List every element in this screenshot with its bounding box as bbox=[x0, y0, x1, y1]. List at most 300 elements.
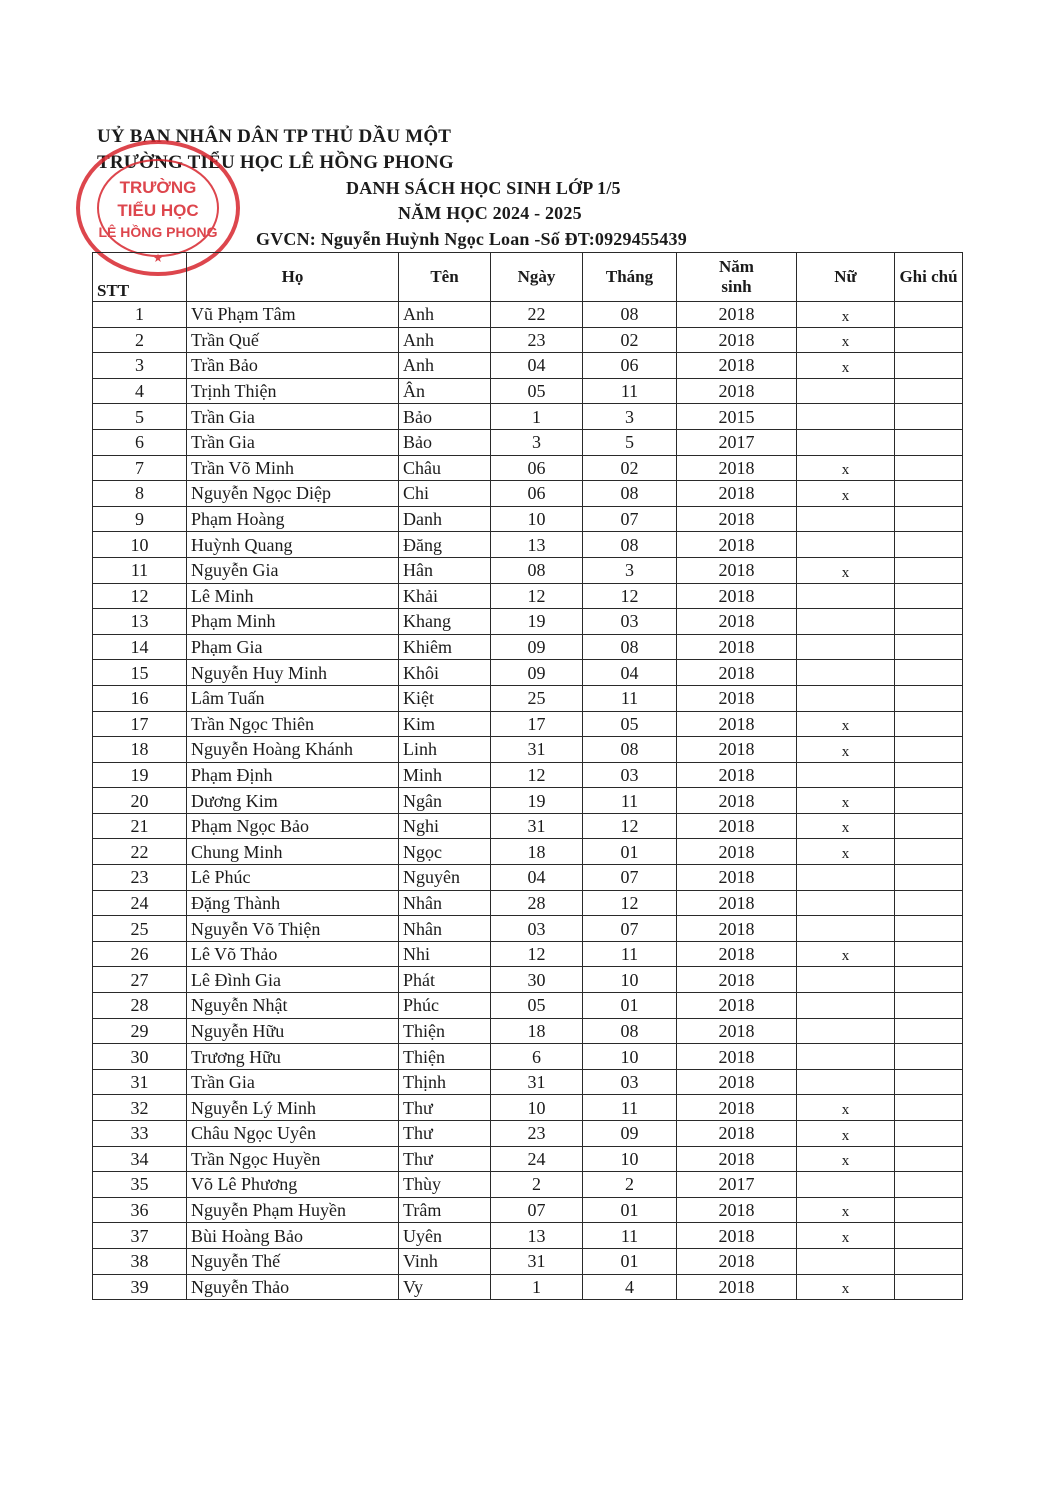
cell-stt: 20 bbox=[93, 788, 187, 814]
cell-stt: 15 bbox=[93, 660, 187, 686]
cell-female bbox=[797, 1172, 895, 1198]
cell-ten: Phúc bbox=[399, 993, 491, 1019]
cell-ho: Trần Ngọc Thiên bbox=[187, 711, 399, 737]
cell-ten: Châu bbox=[399, 455, 491, 481]
cell-ten: Thịnh bbox=[399, 1069, 491, 1095]
cell-month: 08 bbox=[583, 302, 677, 328]
cell-day: 06 bbox=[491, 481, 583, 507]
table-row bbox=[93, 1197, 963, 1223]
cell-month: 02 bbox=[583, 327, 677, 353]
cell-female: x bbox=[797, 353, 895, 379]
cell-note bbox=[895, 737, 963, 763]
cell-note bbox=[895, 455, 963, 481]
cell-month: 4 bbox=[583, 1274, 677, 1300]
cell-female: x bbox=[797, 1146, 895, 1172]
cell-stt: 8 bbox=[93, 481, 187, 507]
table-row bbox=[93, 557, 963, 583]
cell-day: 05 bbox=[491, 993, 583, 1019]
table-row bbox=[93, 1172, 963, 1198]
cell-female: x bbox=[797, 481, 895, 507]
cell-ten: Bảo bbox=[399, 429, 491, 455]
cell-female bbox=[797, 865, 895, 891]
cell-month: 01 bbox=[583, 839, 677, 865]
cell-month: 11 bbox=[583, 941, 677, 967]
cell-month: 08 bbox=[583, 634, 677, 660]
cell-female bbox=[797, 1044, 895, 1070]
cell-note bbox=[895, 1044, 963, 1070]
cell-female: x bbox=[797, 1095, 895, 1121]
cell-ho: Nguyễn Nhật bbox=[187, 993, 399, 1019]
authority-name: UỶ BAN NHÂN DÂN TP THỦ DẦU MỘT bbox=[97, 126, 452, 147]
cell-ten: Thư bbox=[399, 1121, 491, 1147]
cell-month: 3 bbox=[583, 404, 677, 430]
cell-month: 08 bbox=[583, 481, 677, 507]
cell-month: 08 bbox=[583, 1018, 677, 1044]
cell-note bbox=[895, 1069, 963, 1095]
cell-month: 06 bbox=[583, 353, 677, 379]
cell-note bbox=[895, 429, 963, 455]
seal-line-2: TIỂU HỌC bbox=[117, 201, 199, 220]
table-row bbox=[93, 1248, 963, 1274]
svg-text:★: ★ bbox=[152, 251, 164, 265]
cell-ten: Nghi bbox=[399, 813, 491, 839]
table-row bbox=[93, 1069, 963, 1095]
cell-day: 03 bbox=[491, 916, 583, 942]
cell-day: 12 bbox=[491, 762, 583, 788]
cell-day: 12 bbox=[491, 941, 583, 967]
cell-day: 12 bbox=[491, 583, 583, 609]
cell-month: 10 bbox=[583, 967, 677, 993]
cell-ho: Lâm Tuấn bbox=[187, 685, 399, 711]
cell-stt: 14 bbox=[93, 634, 187, 660]
cell-birth-year: 2018 bbox=[677, 1121, 797, 1147]
cell-stt: 30 bbox=[93, 1044, 187, 1070]
cell-female bbox=[797, 993, 895, 1019]
cell-day: 31 bbox=[491, 1069, 583, 1095]
cell-ho: Bùi Hoàng Bảo bbox=[187, 1223, 399, 1249]
student-roster-table bbox=[92, 252, 963, 1300]
cell-stt: 34 bbox=[93, 1146, 187, 1172]
cell-note bbox=[895, 1248, 963, 1274]
cell-stt: 2 bbox=[93, 327, 187, 353]
cell-ho: Nguyễn Hoàng Khánh bbox=[187, 737, 399, 763]
cell-ten: Minh bbox=[399, 762, 491, 788]
cell-day: 18 bbox=[491, 839, 583, 865]
header-month: Tháng bbox=[583, 253, 677, 302]
cell-stt: 16 bbox=[93, 685, 187, 711]
cell-ho: Nguyễn Hữu bbox=[187, 1018, 399, 1044]
cell-ho: Chung Minh bbox=[187, 839, 399, 865]
cell-ten: Hân bbox=[399, 557, 491, 583]
cell-ten: Nhi bbox=[399, 941, 491, 967]
cell-stt: 24 bbox=[93, 890, 187, 916]
cell-female: x bbox=[797, 1121, 895, 1147]
table-row bbox=[93, 429, 963, 455]
cell-birth-year: 2018 bbox=[677, 711, 797, 737]
seal-line-1: TRƯỜNG bbox=[119, 178, 197, 197]
cell-month: 11 bbox=[583, 1223, 677, 1249]
school-year: NĂM HỌC 2024 - 2025 bbox=[398, 203, 582, 223]
cell-stt: 11 bbox=[93, 557, 187, 583]
cell-birth-year: 2018 bbox=[677, 353, 797, 379]
cell-birth-year: 2018 bbox=[677, 839, 797, 865]
table-row bbox=[93, 327, 963, 353]
table-row bbox=[93, 890, 963, 916]
cell-birth-year: 2018 bbox=[677, 1197, 797, 1223]
cell-ho: Nguyễn Huy Minh bbox=[187, 660, 399, 686]
cell-month: 07 bbox=[583, 916, 677, 942]
cell-day: 17 bbox=[491, 711, 583, 737]
table-row bbox=[93, 865, 963, 891]
cell-day: 04 bbox=[491, 353, 583, 379]
cell-stt: 7 bbox=[93, 455, 187, 481]
cell-birth-year: 2018 bbox=[677, 967, 797, 993]
cell-female: x bbox=[797, 737, 895, 763]
cell-ten: Ngân bbox=[399, 788, 491, 814]
cell-ten: Kim bbox=[399, 711, 491, 737]
cell-stt: 31 bbox=[93, 1069, 187, 1095]
cell-month: 12 bbox=[583, 890, 677, 916]
cell-ho: Lê Minh bbox=[187, 583, 399, 609]
cell-day: 09 bbox=[491, 660, 583, 686]
cell-birth-year: 2018 bbox=[677, 685, 797, 711]
cell-ho: Dương Kim bbox=[187, 788, 399, 814]
cell-month: 11 bbox=[583, 1095, 677, 1121]
cell-ten: Khôi bbox=[399, 660, 491, 686]
cell-female bbox=[797, 1018, 895, 1044]
table-row bbox=[93, 481, 963, 507]
cell-ten: Thư bbox=[399, 1095, 491, 1121]
cell-month: 08 bbox=[583, 532, 677, 558]
cell-ho: Trần Võ Minh bbox=[187, 455, 399, 481]
cell-stt: 6 bbox=[93, 429, 187, 455]
cell-note bbox=[895, 1172, 963, 1198]
cell-birth-year: 2018 bbox=[677, 532, 797, 558]
cell-birth-year: 2018 bbox=[677, 1248, 797, 1274]
cell-female bbox=[797, 532, 895, 558]
cell-ten: Bảo bbox=[399, 404, 491, 430]
cell-stt: 3 bbox=[93, 353, 187, 379]
cell-ho: Trần Ngọc Huyền bbox=[187, 1146, 399, 1172]
cell-month: 03 bbox=[583, 1069, 677, 1095]
table-row bbox=[93, 737, 963, 763]
cell-note bbox=[895, 404, 963, 430]
cell-ten: Phát bbox=[399, 967, 491, 993]
cell-stt: 13 bbox=[93, 609, 187, 635]
cell-stt: 36 bbox=[93, 1197, 187, 1223]
cell-stt: 22 bbox=[93, 839, 187, 865]
cell-note bbox=[895, 839, 963, 865]
cell-ten: Nguyên bbox=[399, 865, 491, 891]
cell-ho: Huỳnh Quang bbox=[187, 532, 399, 558]
cell-stt: 26 bbox=[93, 941, 187, 967]
cell-female: x bbox=[797, 941, 895, 967]
cell-birth-year: 2018 bbox=[677, 993, 797, 1019]
cell-note bbox=[895, 890, 963, 916]
cell-month: 10 bbox=[583, 1146, 677, 1172]
cell-day: 24 bbox=[491, 1146, 583, 1172]
cell-day: 04 bbox=[491, 865, 583, 891]
cell-birth-year: 2018 bbox=[677, 455, 797, 481]
cell-stt: 23 bbox=[93, 865, 187, 891]
table-row bbox=[93, 762, 963, 788]
cell-ten: Anh bbox=[399, 327, 491, 353]
table-row bbox=[93, 967, 963, 993]
cell-birth-year: 2018 bbox=[677, 557, 797, 583]
table-row bbox=[93, 583, 963, 609]
cell-note bbox=[895, 1274, 963, 1300]
cell-stt: 10 bbox=[93, 532, 187, 558]
cell-stt: 19 bbox=[93, 762, 187, 788]
cell-stt: 32 bbox=[93, 1095, 187, 1121]
cell-note bbox=[895, 865, 963, 891]
header-birth-year-line2: sinh bbox=[721, 277, 752, 296]
cell-birth-year: 2018 bbox=[677, 634, 797, 660]
cell-birth-year: 2018 bbox=[677, 865, 797, 891]
table-row bbox=[93, 378, 963, 404]
cell-month: 01 bbox=[583, 1248, 677, 1274]
cell-month: 07 bbox=[583, 865, 677, 891]
header-female: Nữ bbox=[797, 253, 895, 302]
cell-female: x bbox=[797, 1223, 895, 1249]
cell-ten: Linh bbox=[399, 737, 491, 763]
table-row bbox=[93, 609, 963, 635]
cell-birth-year: 2018 bbox=[677, 890, 797, 916]
cell-day: 31 bbox=[491, 813, 583, 839]
table-row bbox=[93, 660, 963, 686]
table-row bbox=[93, 685, 963, 711]
cell-female: x bbox=[797, 455, 895, 481]
cell-day: 2 bbox=[491, 1172, 583, 1198]
cell-ho: Trần Quế bbox=[187, 327, 399, 353]
cell-note bbox=[895, 302, 963, 328]
cell-ten: Danh bbox=[399, 506, 491, 532]
table-header-row bbox=[93, 253, 963, 302]
cell-ho: Phạm Định bbox=[187, 762, 399, 788]
cell-note bbox=[895, 711, 963, 737]
cell-day: 22 bbox=[491, 302, 583, 328]
cell-note bbox=[895, 788, 963, 814]
header-ten: Tên bbox=[399, 253, 491, 302]
cell-stt: 4 bbox=[93, 378, 187, 404]
cell-ho: Lê Phúc bbox=[187, 865, 399, 891]
cell-day: 08 bbox=[491, 557, 583, 583]
cell-ten: Khang bbox=[399, 609, 491, 635]
cell-day: 06 bbox=[491, 455, 583, 481]
table-row bbox=[93, 1044, 963, 1070]
cell-month: 12 bbox=[583, 583, 677, 609]
cell-birth-year: 2018 bbox=[677, 737, 797, 763]
cell-month: 08 bbox=[583, 737, 677, 763]
cell-birth-year: 2018 bbox=[677, 481, 797, 507]
cell-birth-year: 2018 bbox=[677, 1223, 797, 1249]
cell-female bbox=[797, 634, 895, 660]
cell-day: 19 bbox=[491, 609, 583, 635]
cell-note bbox=[895, 1018, 963, 1044]
cell-female: x bbox=[797, 839, 895, 865]
cell-month: 03 bbox=[583, 762, 677, 788]
table-row bbox=[93, 993, 963, 1019]
cell-ten: Vinh bbox=[399, 1248, 491, 1274]
cell-note bbox=[895, 660, 963, 686]
cell-ho: Nguyễn Lý Minh bbox=[187, 1095, 399, 1121]
cell-day: 23 bbox=[491, 1121, 583, 1147]
cell-stt: 33 bbox=[93, 1121, 187, 1147]
cell-note bbox=[895, 967, 963, 993]
cell-day: 05 bbox=[491, 378, 583, 404]
header-stt: STT bbox=[93, 253, 187, 302]
table-row bbox=[93, 1274, 963, 1300]
cell-day: 31 bbox=[491, 1248, 583, 1274]
table-row bbox=[93, 506, 963, 532]
cell-month: 04 bbox=[583, 660, 677, 686]
cell-stt: 18 bbox=[93, 737, 187, 763]
table-row bbox=[93, 302, 963, 328]
cell-month: 01 bbox=[583, 993, 677, 1019]
cell-day: 30 bbox=[491, 967, 583, 993]
cell-day: 18 bbox=[491, 1018, 583, 1044]
cell-ten: Đăng bbox=[399, 532, 491, 558]
cell-note bbox=[895, 378, 963, 404]
cell-month: 03 bbox=[583, 609, 677, 635]
table-row bbox=[93, 941, 963, 967]
table-row bbox=[93, 404, 963, 430]
cell-birth-year: 2018 bbox=[677, 1146, 797, 1172]
cell-note bbox=[895, 813, 963, 839]
cell-month: 07 bbox=[583, 506, 677, 532]
cell-birth-year: 2018 bbox=[677, 1018, 797, 1044]
header-birth-year bbox=[677, 253, 797, 302]
cell-birth-year: 2017 bbox=[677, 1172, 797, 1198]
cell-birth-year: 2018 bbox=[677, 660, 797, 686]
cell-stt: 38 bbox=[93, 1248, 187, 1274]
cell-month: 05 bbox=[583, 711, 677, 737]
cell-female bbox=[797, 429, 895, 455]
cell-stt: 28 bbox=[93, 993, 187, 1019]
cell-day: 6 bbox=[491, 1044, 583, 1070]
cell-ten: Ân bbox=[399, 378, 491, 404]
cell-ten: Vy bbox=[399, 1274, 491, 1300]
cell-month: 11 bbox=[583, 788, 677, 814]
cell-ten: Thùy bbox=[399, 1172, 491, 1198]
cell-ho: Lê Đình Gia bbox=[187, 967, 399, 993]
table-row bbox=[93, 1146, 963, 1172]
table-row bbox=[93, 1095, 963, 1121]
cell-female bbox=[797, 378, 895, 404]
cell-day: 1 bbox=[491, 1274, 583, 1300]
cell-female: x bbox=[797, 1274, 895, 1300]
cell-ho: Nguyễn Gia bbox=[187, 557, 399, 583]
table-row bbox=[93, 788, 963, 814]
table-row bbox=[93, 711, 963, 737]
cell-ho: Đặng Thành bbox=[187, 890, 399, 916]
cell-day: 31 bbox=[491, 737, 583, 763]
cell-ten: Kiệt bbox=[399, 685, 491, 711]
cell-ho: Trần Gia bbox=[187, 404, 399, 430]
cell-birth-year: 2018 bbox=[677, 813, 797, 839]
table-row bbox=[93, 532, 963, 558]
cell-ho: Nguyễn Ngọc Diệp bbox=[187, 481, 399, 507]
cell-month: 2 bbox=[583, 1172, 677, 1198]
cell-ten: Thiện bbox=[399, 1044, 491, 1070]
cell-birth-year: 2017 bbox=[677, 429, 797, 455]
cell-ten: Trâm bbox=[399, 1197, 491, 1223]
cell-note bbox=[895, 1121, 963, 1147]
cell-birth-year: 2018 bbox=[677, 1274, 797, 1300]
cell-ho: Nguyễn Võ Thiện bbox=[187, 916, 399, 942]
cell-birth-year: 2018 bbox=[677, 583, 797, 609]
seal-line-3: LÊ HỒNG PHONG bbox=[98, 224, 218, 240]
cell-female bbox=[797, 609, 895, 635]
cell-stt: 17 bbox=[93, 711, 187, 737]
cell-ho: Phạm Hoàng bbox=[187, 506, 399, 532]
cell-note bbox=[895, 557, 963, 583]
cell-day: 23 bbox=[491, 327, 583, 353]
cell-female: x bbox=[797, 327, 895, 353]
cell-ho: Nguyễn Thế bbox=[187, 1248, 399, 1274]
cell-stt: 1 bbox=[93, 302, 187, 328]
cell-female: x bbox=[797, 711, 895, 737]
cell-female: x bbox=[797, 1197, 895, 1223]
cell-ten: Ngọc bbox=[399, 839, 491, 865]
cell-month: 12 bbox=[583, 813, 677, 839]
school-name: TRƯỜNG TIỂU HỌC LÊ HỒNG PHONG bbox=[97, 152, 454, 173]
cell-note bbox=[895, 506, 963, 532]
cell-note bbox=[895, 634, 963, 660]
cell-stt: 37 bbox=[93, 1223, 187, 1249]
cell-note bbox=[895, 609, 963, 635]
cell-stt: 35 bbox=[93, 1172, 187, 1198]
cell-ho: Lê Võ Thảo bbox=[187, 941, 399, 967]
cell-birth-year: 2018 bbox=[677, 302, 797, 328]
cell-day: 3 bbox=[491, 429, 583, 455]
cell-day: 19 bbox=[491, 788, 583, 814]
cell-ten: Nhân bbox=[399, 916, 491, 942]
table-row bbox=[93, 839, 963, 865]
cell-day: 28 bbox=[491, 890, 583, 916]
header-ho: Họ bbox=[187, 253, 399, 302]
cell-birth-year: 2018 bbox=[677, 1069, 797, 1095]
cell-month: 01 bbox=[583, 1197, 677, 1223]
cell-ho: Trần Bảo bbox=[187, 353, 399, 379]
cell-note bbox=[895, 532, 963, 558]
cell-note bbox=[895, 916, 963, 942]
cell-ten: Anh bbox=[399, 302, 491, 328]
cell-ten: Thiện bbox=[399, 1018, 491, 1044]
table-row bbox=[93, 353, 963, 379]
cell-ho: Võ Lê Phương bbox=[187, 1172, 399, 1198]
cell-day: 10 bbox=[491, 1095, 583, 1121]
cell-female bbox=[797, 1069, 895, 1095]
cell-month: 11 bbox=[583, 378, 677, 404]
cell-note bbox=[895, 583, 963, 609]
cell-female bbox=[797, 967, 895, 993]
cell-birth-year: 2018 bbox=[677, 609, 797, 635]
cell-birth-year: 2018 bbox=[677, 506, 797, 532]
cell-ho: Trịnh Thiện bbox=[187, 378, 399, 404]
cell-day: 13 bbox=[491, 532, 583, 558]
document-title: DANH SÁCH HỌC SINH LỚP 1/5 bbox=[346, 178, 621, 198]
cell-ho: Nguyễn Thảo bbox=[187, 1274, 399, 1300]
cell-female: x bbox=[797, 813, 895, 839]
cell-female bbox=[797, 762, 895, 788]
table-row bbox=[93, 634, 963, 660]
cell-note bbox=[895, 1095, 963, 1121]
cell-ten: Uyên bbox=[399, 1223, 491, 1249]
cell-female bbox=[797, 506, 895, 532]
cell-birth-year: 2018 bbox=[677, 762, 797, 788]
cell-birth-year: 2018 bbox=[677, 327, 797, 353]
